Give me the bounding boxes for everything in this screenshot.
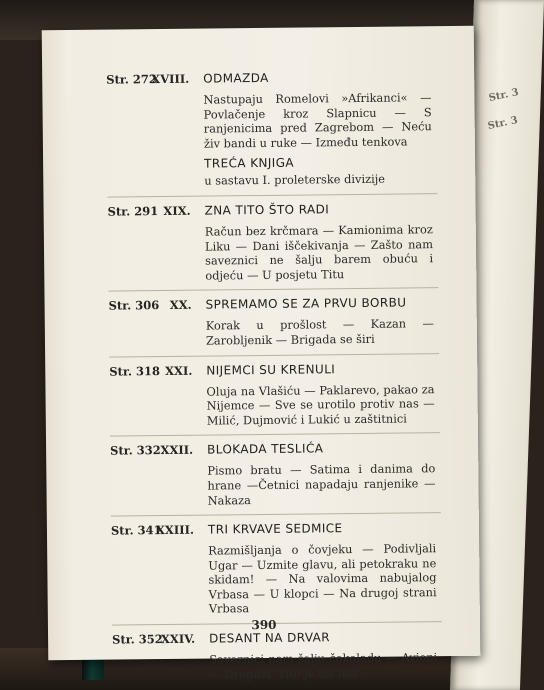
entry-page-ref: Str. 272 — [106, 72, 157, 87]
entry-page-ref: Str. 341 — [110, 523, 162, 538]
entry-description: Pismo bratu — Satima i danima do hrane —Četnici napadaju ranjenike — Nakaza — [207, 461, 436, 508]
entry-title: ZNA TITO ŠTO RADI — [204, 202, 330, 218]
entry-chapter-number: XXII. — [160, 443, 194, 458]
facing-page-fragment: Str. 3 — [487, 86, 520, 105]
entry-title: SPREMAMO SE ZA PRVU BORBU — [205, 295, 407, 312]
toc-entry — [44, 201, 477, 285]
entry-description: Nastupaju Romelovi »Afrikanci« — Povlačenje kroz Slapnicu — S ranjenicima pred Zagrebom — Neću živ bandi u ruke — Između tenkova — [203, 90, 432, 151]
entry-description: Korak u prošlost — Kazan — Zarobljenik — Brigada se širi — [205, 316, 434, 348]
entry-title: BLOKADA TESLIĆA — [207, 441, 324, 457]
entry-description: Saveznici nam šalju čokoladu — Avioni — Drugovi, Tito je iza nas — — [209, 650, 438, 682]
part-title: TREĆA KNJIGA — [204, 156, 295, 171]
page-number: 390 — [251, 617, 277, 633]
divider — [109, 353, 439, 357]
divider — [110, 432, 440, 436]
entry-chapter-number: XVIII. — [151, 71, 190, 87]
part-subtitle: u sastavu I. proleterske divizije — [204, 172, 386, 188]
toc-entry — [47, 520, 480, 618]
book-part-heading — [204, 154, 475, 188]
entry-chapter-number: XXIII. — [155, 522, 195, 538]
entry-chapter-number: XX. — [169, 298, 192, 313]
divider — [108, 287, 438, 291]
toc-entry — [45, 295, 478, 350]
toc-entry — [42, 69, 475, 190]
entry-title: DESANT NA DRVAR — [209, 630, 331, 646]
toc-entry — [48, 629, 481, 684]
entry-page-ref: Str. 291 — [107, 204, 159, 219]
divider — [111, 512, 441, 516]
entry-title: TRI KRVAVE SEDMICE — [207, 521, 343, 537]
toc-entry — [46, 440, 479, 509]
entry-description: Razmišljanja o čovjeku — Podivljali Ugar — Uzmite glavu, ali petokraku ne skidam! — Na valovima nabujalog Vrbasa — U klopci — Na drugoj strani Vrbasa — [208, 541, 437, 617]
book-page — [42, 26, 481, 682]
entry-page-ref: Str. 306 — [108, 298, 160, 313]
toc-entry — [45, 360, 478, 429]
entry-page-ref: Str. 318 — [109, 363, 160, 379]
entry-title: NIJEMCI SU KRENULI — [206, 361, 336, 378]
divider — [107, 193, 437, 197]
entry-page-ref: Str. 332. — [110, 443, 165, 458]
entry-description: Oluja na Vlašiću — Paklarevo, pakao za Nijemce — Sve se urotilo protiv nas — Milić, Dujmović i Lukić u zaštitnici — [206, 381, 435, 428]
entry-description: Račun bez krčmara — Kamionima kroz Liku — Dani iščekivanja — Zašto nam saveznici ne šalju barem obuću i odjeću — U posjetu Titu — [204, 222, 434, 283]
facing-page-fragment: Str. 3 — [486, 114, 519, 133]
entry-chapter-number: XXI. — [164, 363, 193, 378]
table-of-contents — [42, 69, 480, 684]
entry-chapter-number: XXIV. — [160, 631, 196, 647]
entry-title: ODMAZDA — [203, 70, 269, 86]
entry-chapter-number: XIX. — [163, 203, 191, 218]
entry-page-ref: Str. 352 — [112, 632, 163, 647]
